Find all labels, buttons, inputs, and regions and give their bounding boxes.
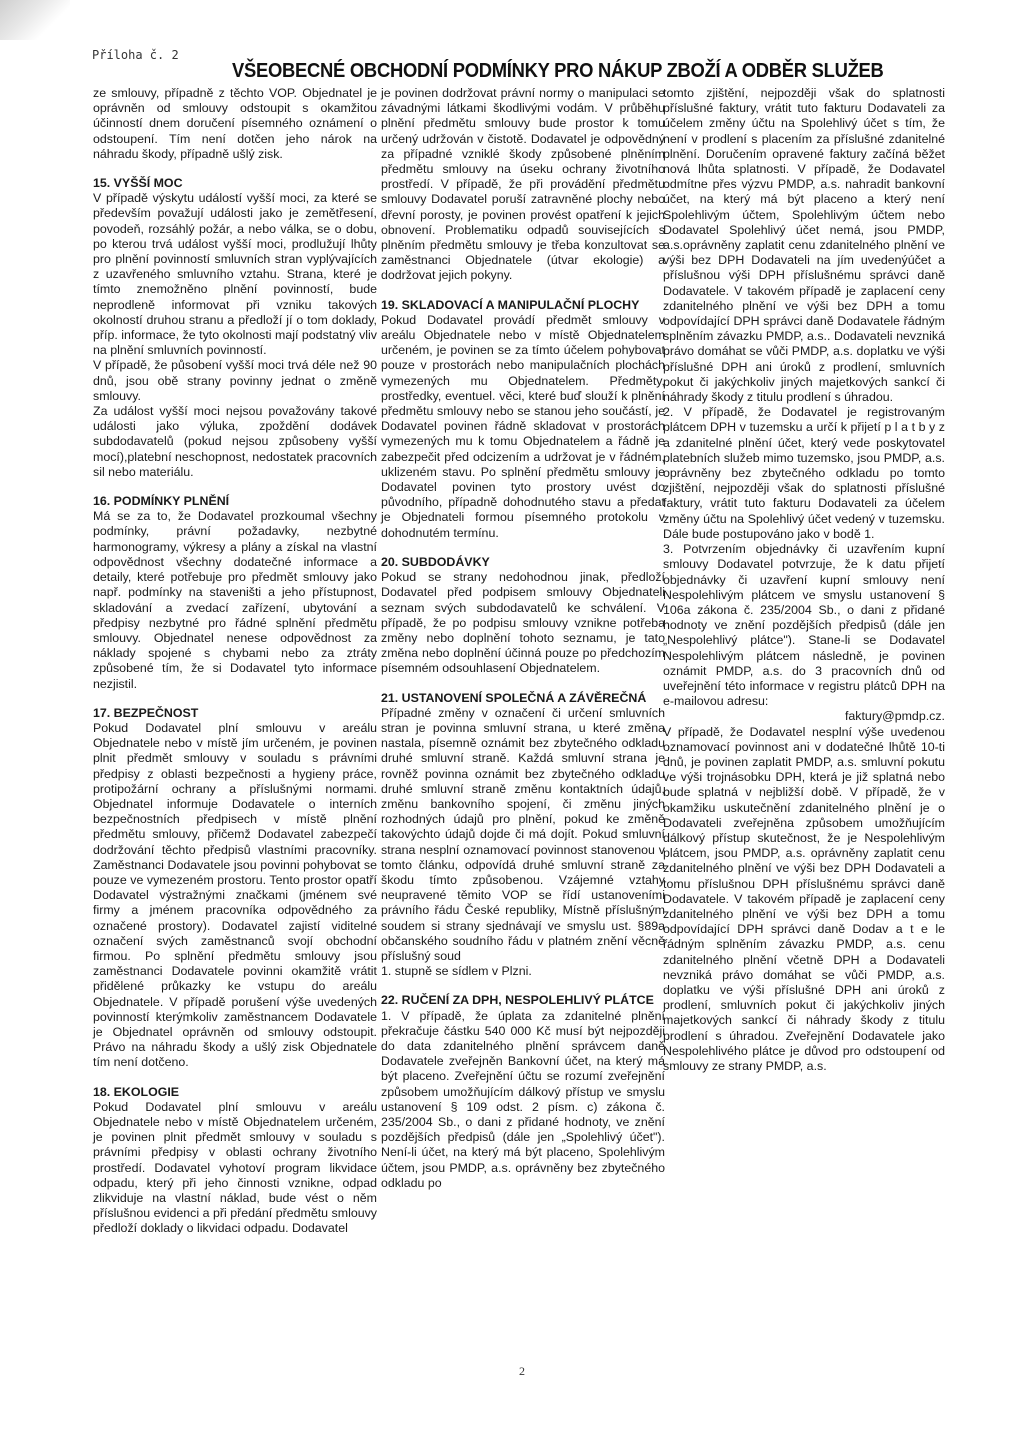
text-column-2 bbox=[381, 86, 665, 1191]
page-number: 2 bbox=[519, 1364, 525, 1378]
section-heading-17: 17. BEZPEČNOST bbox=[93, 705, 199, 720]
paragraph: tomto zjištění, nejpozději však do splatnosti příslušné faktury, vrátit tuto fakturu Dodavateli za účelem změny účtu na Spolehlivý účet s tím, že není v prodlení s placením za příslušné zdanitelné plnění. Doručením opravené faktury začíná běžet nová lhůta splatnosti. V případě, že Dodavatel odmítne přes výzvu PMDP, a.s. nahradit bankovní účet, na který má být placeno a který není Spolehlivým účtem, Spolehlivým účtem nebo Dodavatel Spolehlivý účet nemá, jsou PMDP, a.s.oprávněny zaplatit cenu zdanitelného plnění ve výši bez DPH Dodavateli na jím uvedenýúčet a příslušnou výši DPH příslušnému správci daně Dodavatele. V takovém případě je zaplacení ceny zdanitelného plnění ve výši bez DPH a tomu odpovídající DPH správci daně Dodavatele řádným splněním závazku PMDP, a.s.. Dodavateli nevzniká právo domáhat se vůči PMDP, a.s. doplatku ve výši příslušné DPH ani úroků z prodlení, smluvních pokut či jakýchkoliv jiných majetkových sankcí či náhrady škody z titulu prodlení s úhradou. bbox=[663, 86, 945, 405]
section-heading-21: 21. USTANOVENÍ SPOLEČNÁ A ZÁVĚREČNÁ bbox=[381, 690, 647, 705]
section-heading-22: 22. RUČENÍ ZA DPH, NESPOLEHLIVÝ PLÁTCE bbox=[381, 993, 654, 1008]
paragraph: Pokud Dodavatel plní smlouvu v areálu Objednatele nebo v místě Objednatelem určeném, je povinen plnit předmět smlouvy v souladu s právními předpisy v oblasti ochrany životního prostředí. Dodavatel vyhotoví program likvidace odpadu, který při jeho činnosti vznikne, odpad zlikviduje na vlastní náklad, bude vést o něm příslušnou evidenci a při předání předmětu smlouvy předloží doklady o likvidaci odpadu. Dodavatel bbox=[93, 1099, 377, 1236]
paragraph: 2. V případě, že Dodavatel je registrovaným plátcem DPH v tuzemsku a určí k přijetí p l a t b y z a zdanitelné plnění účet, který vede poskytovatel platebních služeb mimo tuzemsko, jsou PMDP, a.s. oprávněny bez zbytečného odkladu po tomto zjištění, nejpozději však do splatnosti příslušné faktury, vrátit tuto fakturu Dodavateli za účelem změny účtu na Spolehlivý účet vedený v tuzemsku. Dále bude postupováno jako v bodě 1. bbox=[663, 405, 945, 541]
paragraph: Za událost vyšší moci nejsou považovány takové události jako výluka, zpoždění dodávek subdodavatelů (pokud nejsou způsobeny vyšší mocí),platební neschopnost, nedostatek pracovních sil nebo materiálu. bbox=[93, 404, 377, 479]
section-heading-15: 15. VYŠŠÍ MOC bbox=[93, 176, 183, 191]
paragraph: V případě, že působení vyšší moci trvá déle než 90 dnů, jsou obě strany povinny jednat o změně smlouvy. bbox=[93, 358, 377, 403]
paragraph: 1. stupně se sídlem v Plzni. bbox=[381, 964, 532, 979]
section-heading-16: 16. PODMÍNKY PLNĚNÍ bbox=[93, 494, 230, 509]
document-title: VŠEOBECNÉ OBCHODNÍ PODMÍNKY PRO NÁKUP ZBOŽÍ A ODBĚR SLUŽEB bbox=[232, 60, 884, 82]
section-heading-18: 18. EKOLOGIE bbox=[93, 1084, 180, 1099]
paragraph: V případě výskytu událostí vyšší moci, za které se především považují události jako je zemětřesení, povodeň, rozsáhlý požár, a nebo válka, se o dobu, po kterou trvá událost vyšší moci, prodlužují lhůty pro plnění povinností smluvních stran vyplývajících z uzavřeného smluvního vztahu. Strana, které je tímto znemožněno plnění povinností, bude neprodleně informovat při vzniku takových okolností druhou stranu a předloží jí o tom doklady, příp. informace, že tyto okolnosti mají podstatný vliv na plnění smluvních povinností. bbox=[93, 191, 377, 358]
paragraph: Pokud Dodavatel provádí předmět smlouvy v areálu Objednatele nebo v místě Objednatelem určeném, je povinen se za tímto účelem pohybovat pouze v prostorách nebo manipulačních plochách vymezených mu Objednatelem. Předměty, prostředky, eventuel. věci, které buď slouží k plnění předmětu smlouvy nebo se stanou jeho součástí, je Dodavatel povinen řádně skladovat v prostorách vymezených mu k tomu Objednatelem a řádně je zabezpečit před odcizením a udržovat je v řádném, uklizeném stavu. Po splnění předmětu smlouvy je Dodavatel povinen tyto prostory uvést do původního, případně dohodnutého stavu a předat je Objednateli formou písemného protokolu v dohodnutém termínu. bbox=[381, 312, 665, 540]
paragraph: Případné změny v označení či určení smluvních stran je povinna smluvní strana, u které změna nastala, písemně oznámit bez zbytečného odkladu druhé smluvní straně. Každá smluvní strana je rovněž povinna oznámit bez zbytečného odkladu druhé smluvní straně změnu kontaktních údajů, změnu bankovního spojení, či změnu jiných rozhodných údajů pro plnění, pokud ke změně takovýchto údajů dojde či má dojít. Pokud smluvní strana nesplní oznamovací povinnost stanovenou v tomto článku, odpovídá druhé smluvní straně za škodu tímto způsobenou. Vzájemné vztahy neupravené těmito VOP se řídí ustanoveními právního řádu České republiky, Místně příslušným soudem si strany sjednávají ve smyslu ust. §89a občanského soudního řádu v platném znění věcně příslušný soud bbox=[381, 705, 665, 963]
paragraph: 1. V případě, že úplata za zdanitelné plnění překračuje částku 540 000 Kč musí být nejpozději do data zdanitelného plnění správcem daně Dodavatele zveřejněn Bankovní účet, na který má být placeno. Zveřejnění účtu se rozumí zveřejnění způsobem umožňujícím dálkový přístup ve smyslu ustanovení § 109 odst. 2 písm. c) zákona č. 235/2004 Sb., o dani z přidané hodnoty, ve znění pozdějších předpisů (dále jen „Spolehlivý účet"). Není-li účet, na který má být placeno, Spolehlivým účtem, jsou PMDP, a.s. oprávněny bez zbytečného odkladu po bbox=[381, 1008, 665, 1190]
paragraph: Pokud se strany nedohodnou jinak, předloží Dodavatel před podpisem smlouvy Objednateli seznam svých subdodavatelů ke schválení. V případě, že po podpisu smlouvy vznikne potřeba změny nebo doplnění tohoto seznamu, je tato změna nebo doplnění účinná pouze po předchozím písemném odsouhlasení Objednatelem. bbox=[381, 570, 665, 676]
attachment-label: Příloha č. 2 bbox=[92, 48, 179, 62]
paragraph: je povinen dodržovat právní normy o manipulaci se závadnými látkami škodlivými vodám. V průběhu plnění předmětu smlouvy bude prostor k tomu určený udržován v čistotě. Dodavatel je odpovědný za případné vzniklé škody způsobené plněním předmětu smlouvy na úseku ochrany životního prostředí. V případě, že při provádění předmětu smlouvy Dodavatel poruší zatravněné plochy nebo dřevní porosty, je povinen provést opatření k jejich obnovení. Problematiku odpadů souvisejících s plněním předmětu smlouvy je třeba konzultovat se zaměstnanci Objednatele (útvar ekologie) a dodržovat jejich pokyny. bbox=[381, 86, 665, 283]
paragraph: V případě, že Dodavatel nesplní výše uvedenou oznamovací povinnost ani v dodatečné lhůtě 10-ti dnů, je povinen zaplatit PMDP, a.s. smluvní pokutu ve výši trojnásobku DPH, která je již splatná nebo bude splatná v nejbližší době. V případě, že v okamžiku uskutečnění zdanitelného plnění je o Dodavateli zveřejněna způsobem umožňujícím dálkový přístup skutečnost, že je Nespolehlivým plátcem, jsou PMDP, a.s. oprávněny zaplatit cenu zdanitelného plnění ve výši bez DPH Dodavateli a tomu příslušnou DPH příslušnému správci daně Dodavatele. V takovém případě je zaplacení ceny zdanitelného plnění ve výši bez DPH a tomu odpovídající DPH správci daně Dodav a t e le řádným splněním závazku PMDP, a.s. cenu zdanitelného plnění včetně DPH a Dodavateli nevzniká právo domáhat se vůči PMDP, a.s. doplatku ve výši příslušné DPH ani úroků z prodlení, smluvních pokut či jakýchkoliv jiných majetkových sankcí či náhrady škody z titulu prodlení s úhradou. Zveřejnění Dodavatele jako Nespolehlivého plátce je důvod pro odstoupení od smlouvy ze strany PMDP, a.s. bbox=[663, 724, 945, 1073]
text-column-1 bbox=[93, 86, 377, 1237]
scan-corner-shadow bbox=[0, 0, 70, 40]
section-heading-19: 19. SKLADOVACÍ A MANIPULAČNÍ PLOCHY bbox=[381, 297, 640, 312]
section-heading-20: 20. SUBDODÁVKY bbox=[381, 554, 490, 569]
text-column-3 bbox=[663, 86, 945, 1074]
paragraph: Má se za to, že Dodavatel prozkoumal všechny podmínky, právní požadavky, nezbytné harmonogramy, výkresy a plány a získal na vlastní odpovědnost všechny dodatečné informace a detaily, které potřebuje pro předmět smlouvy jako např. podmínky na staveništi a jeho přístupnost, skladování a zvedací zařízení, ubytování a předpisy nezbytné pro řádné splnění předmětu smlouvy. Objednatel nenese odpovědnost za náklady spojené s chybami nebo za ztráty způsobené tím, že si Dodavatel tyto informace nezjistil. bbox=[93, 509, 377, 691]
paragraph: 3. Potvrzením objednávky či uzavřením kupní smlouvy Dodavatel potvrzuje, že k datu přijetí objednávky či uzavření kupní smlouvy není Nespolehlivým plátcem ve smyslu ustanovení § 106a zákona č. 235/2004 Sb., o dani z přidané hodnoty ve znění pozdějších předpisů (dále jen „Nespolehlivý plátce"). Stane-li se Dodavatel Nespolehlivým plátcem následně, je povinen oznámit PMDP, a.s. do 3 pracovních dnů od uveřejnění této informace v registru plátců DPH na e-mailovou adresu: bbox=[663, 542, 945, 709]
email-address: faktury@pmdp.cz. bbox=[844, 709, 945, 724]
paragraph: ze smlouvy, případně z těchto VOP. Objednatel je oprávněn od smlouvy odstoupit s okamžitou účinností dnem doručení písemného oznámení o odstoupení. Tím není dotčen jeho nárok na náhradu škody, případně ušlý zisk. bbox=[93, 86, 377, 161]
paragraph: Pokud Dodavatel plní smlouvu v areálu Objednatele nebo v místě jím určeném, je povinen plnit předmět smlouvy v souladu s právními předpisy z oblasti bezpečnosti a hygieny práce, protipožární ochrany a příslušnými normami. Objednatel informuje Dodavatele o interních bezpečnostních předpisech v místě plnění předmětu smlouvy, přičemž Dodavatel zabezpečí dodržování těchto předpisů vlastními pracovníky. Zaměstnanci Dodavatele jsou povinni pohybovat se pouze ve vymezeném prostoru. Tento prostor opatří Dodavatel výstražnými značkami (jménem své firmy a jménem pracovníka odpovědného za označené prostory). Dodavatel zajistí viditelné označení svých zaměstnanců svojí obchodní firmou. Po splnění předmětu smlouvy jsou zaměstnanci Dodavatele povinni okamžitě vrátit přidělené průkazky ke vstupu do areálu Objednatele. V případě porušení výše uvedených povinností kterýmkoliv zaměstnancem Dodavatele je Objednatel oprávněn od smlouvy odstoupit. Právo na náhradu škody a ušlý zisk Objednatele tím není dotčeno. bbox=[93, 720, 377, 1070]
